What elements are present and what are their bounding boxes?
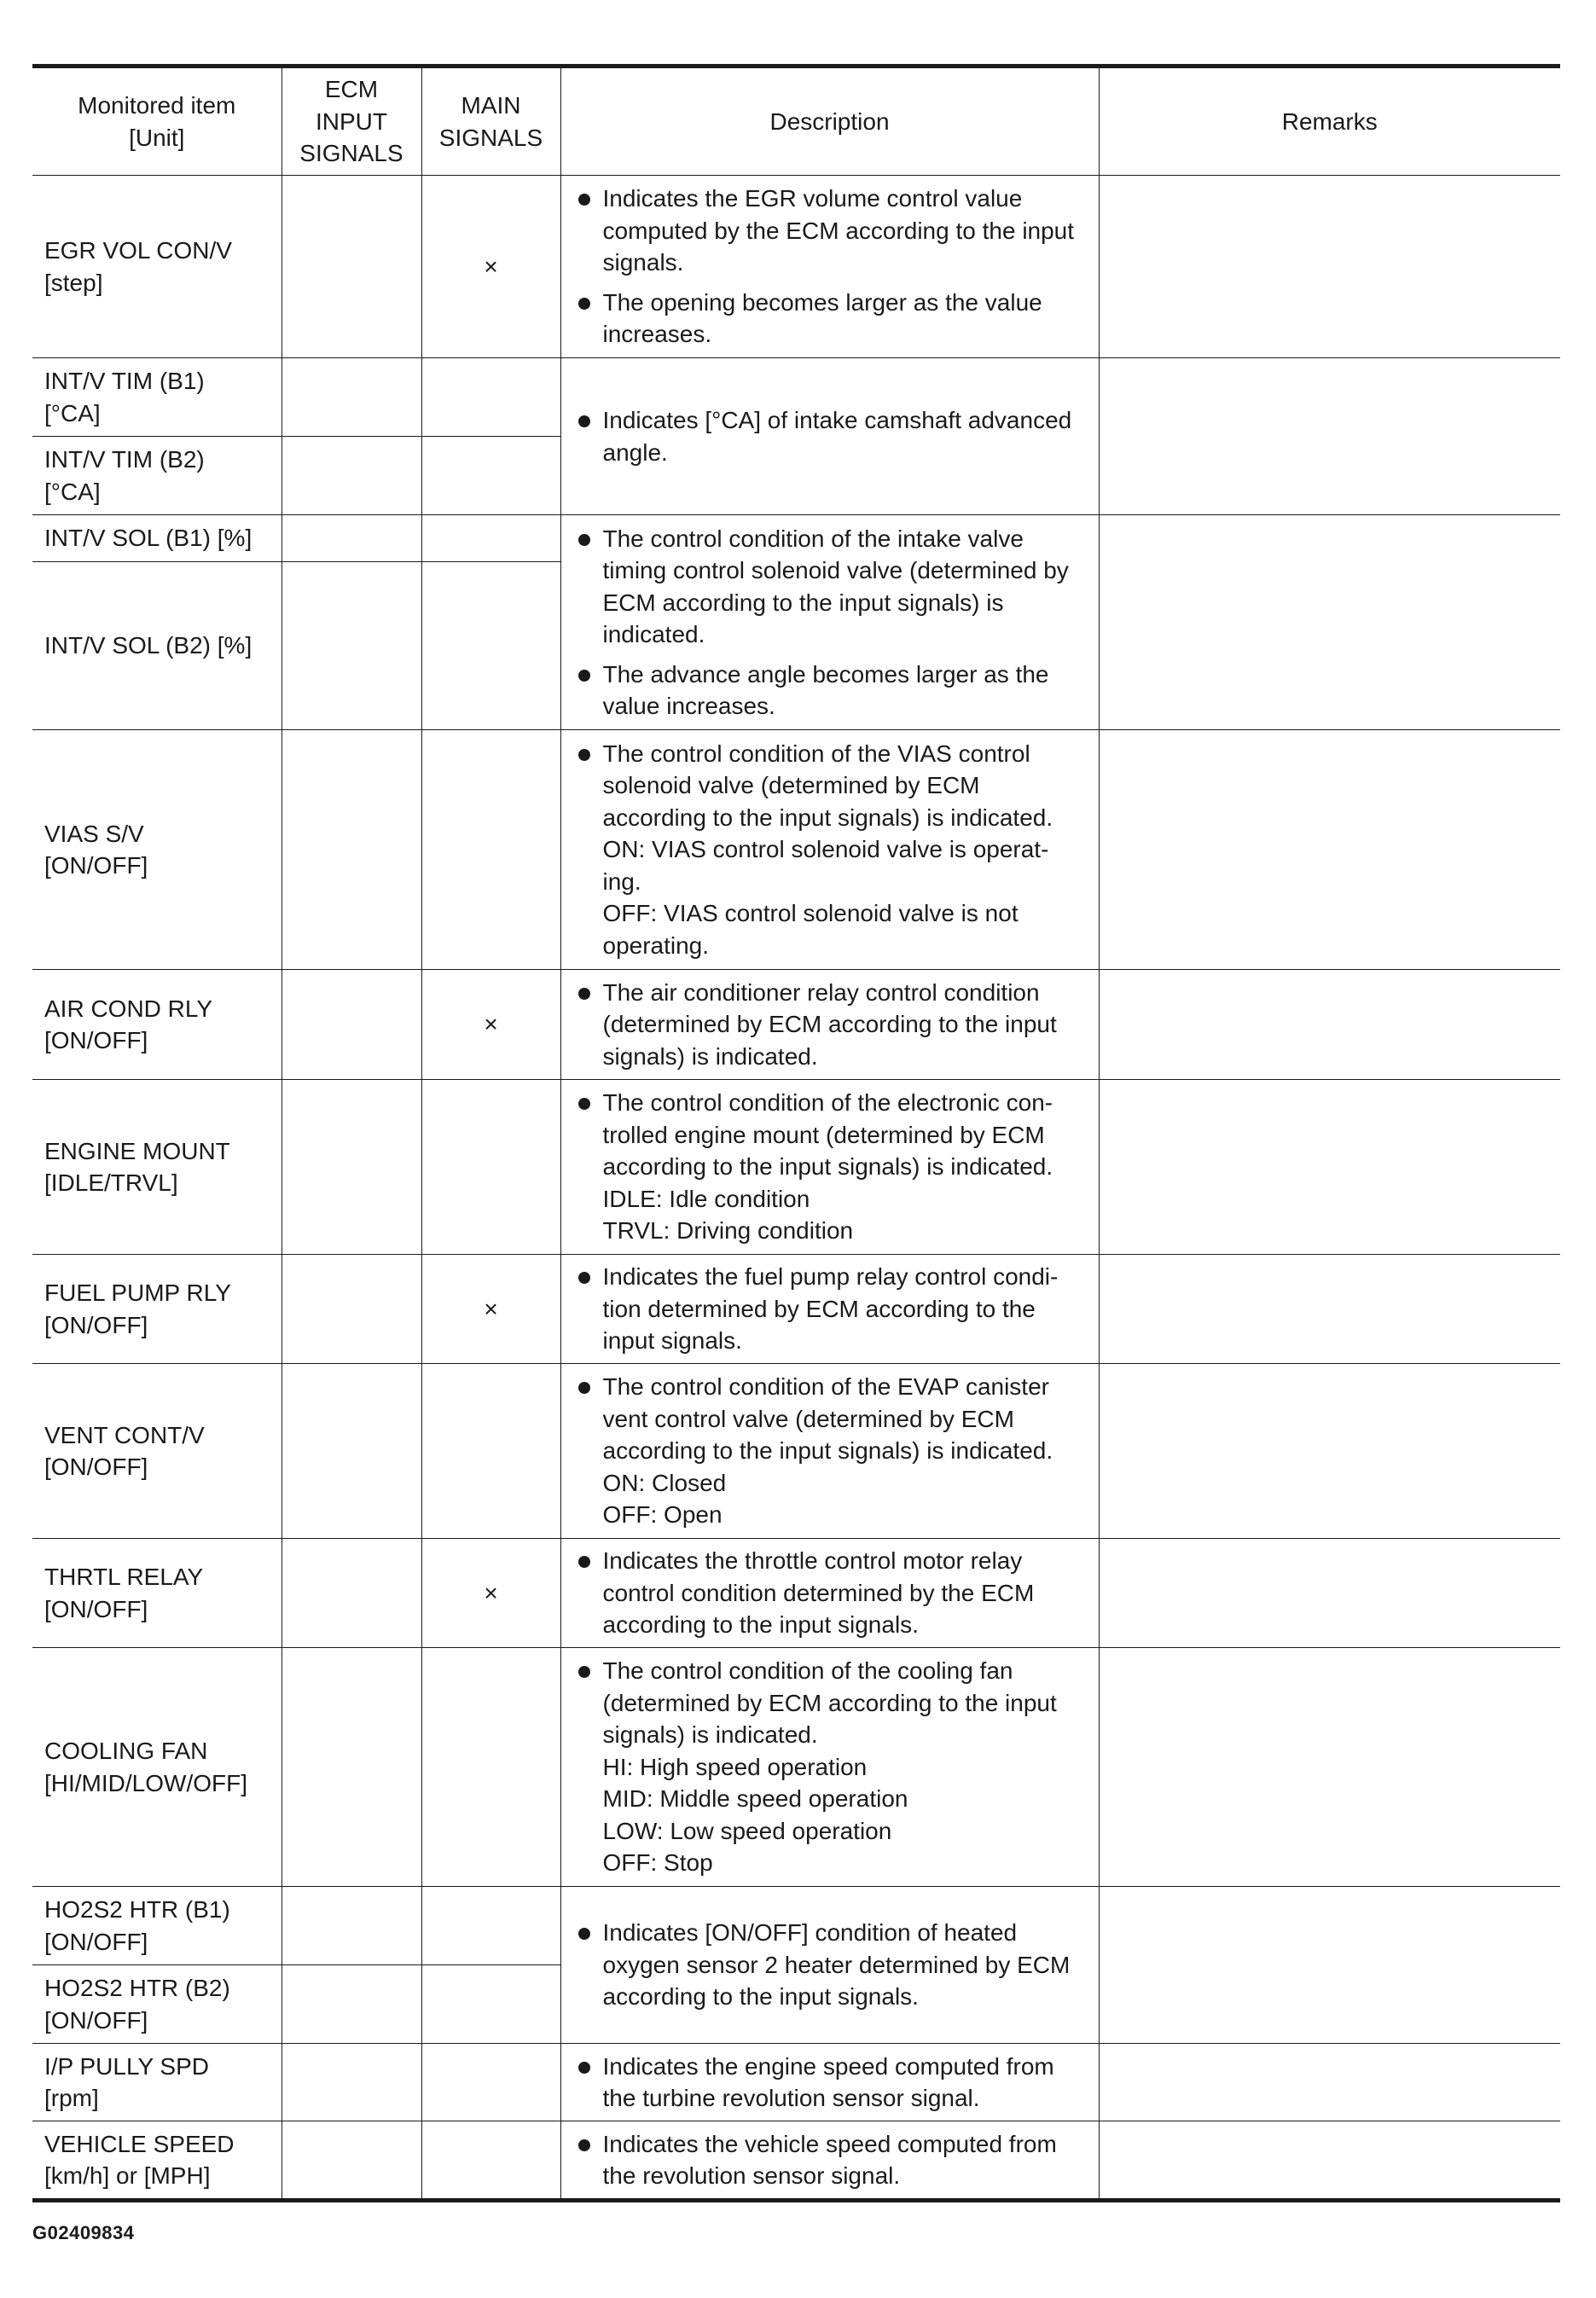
bullet-item: Indicates the throttle control motor relay control condition determined by the ECM according to the input signals.	[575, 1545, 1088, 1641]
description-cell	[560, 1887, 1099, 2044]
main-signal-cell	[421, 730, 560, 970]
item-cell: INT/V SOL (B1) [%]	[32, 515, 281, 562]
item-cell: AIR COND RLY [ON/OFF]	[32, 970, 281, 1080]
bullet-item: Indicates the EGR volume control value computed by the ECM according to the input signals.	[575, 183, 1088, 279]
ecm-input-cell	[281, 1539, 421, 1648]
remarks-cell	[1099, 1539, 1560, 1648]
ecm-input-cell	[281, 358, 421, 437]
table-row	[32, 1364, 1560, 1539]
table-row	[32, 2044, 1560, 2121]
ecm-input-cell	[281, 1080, 421, 1255]
description-cell	[560, 1648, 1099, 1887]
ecm-input-cell	[281, 1255, 421, 1364]
table-row	[32, 1887, 1560, 1965]
table-row	[32, 1080, 1560, 1255]
item-cell: I/P PULLY SPD [rpm]	[32, 2044, 281, 2121]
main-signal-mark: ×	[421, 176, 560, 358]
bullet-item: The control condition of the electronic con-trolled engine mount (determined by ECM according to the input signals) is indicated. IDLE: Idle condition TRVL: Driving condition	[575, 1087, 1088, 1247]
description-cell	[560, 358, 1099, 515]
remarks-cell	[1099, 515, 1560, 730]
ecm-input-cell	[281, 1965, 421, 2044]
ecm-input-cell	[281, 176, 421, 358]
description-cell	[560, 1539, 1099, 1648]
main-signal-cell	[421, 562, 560, 730]
header-remarks: Remarks	[1099, 67, 1560, 176]
main-signal-mark: ×	[421, 1255, 560, 1364]
state-descriptions: IDLE: Idle condition TRVL: Driving condition	[602, 1185, 854, 1245]
ecm-input-cell	[281, 2121, 421, 2201]
item-cell: THRTL RELAY [ON/OFF]	[32, 1539, 281, 1648]
main-signal-cell	[421, 1364, 560, 1539]
ecm-input-cell	[281, 515, 421, 562]
description-cell	[560, 176, 1099, 358]
bullet-item: Indicates the fuel pump relay control condi-tion determined by ECM according to the input signals.	[575, 1261, 1088, 1357]
item-cell: COOLING FAN [HI/MID/LOW/OFF]	[32, 1648, 281, 1887]
bullet-item: Indicates [°CA] of intake camshaft advanced angle.	[575, 404, 1088, 468]
main-signal-cell	[421, 2121, 560, 2201]
item-cell: INT/V TIM (B2) [°CA]	[32, 437, 281, 515]
item-cell: VEHICLE SPEED [km/h] or [MPH]	[32, 2121, 281, 2201]
main-signal-cell	[421, 1965, 560, 2044]
bullet-item: Indicates [ON/OFF] condition of heated oxygen sensor 2 heater determined by ECM according to the input signals.	[575, 1917, 1088, 2013]
figure-id: G02409834	[32, 2222, 135, 2243]
bullet-item: The control condition of the intake valve timing control solenoid valve (determined by ECM according to the input signals) is indicated.	[575, 523, 1088, 651]
header-main-signals: MAIN SIGNALS	[421, 67, 560, 176]
ecm-input-cell	[281, 1648, 421, 1887]
description-cell	[560, 970, 1099, 1080]
main-signal-cell	[421, 2044, 560, 2121]
main-signal-cell	[421, 1080, 560, 1255]
description-cell	[560, 1080, 1099, 1255]
item-cell: VENT CONT/V [ON/OFF]	[32, 1364, 281, 1539]
item-cell: INT/V TIM (B1) [°CA]	[32, 358, 281, 437]
item-cell: EGR VOL CON/V [step]	[32, 176, 281, 358]
description-cell	[560, 515, 1099, 730]
ecm-input-cell	[281, 2044, 421, 2121]
header-row	[32, 67, 1560, 176]
main-signal-cell	[421, 515, 560, 562]
ecm-input-cell	[281, 730, 421, 970]
description-cell	[560, 2044, 1099, 2121]
bullet-item: The advance angle becomes larger as the value increases.	[575, 659, 1088, 722]
remarks-cell	[1099, 358, 1560, 515]
table-row	[32, 970, 1560, 1080]
ecm-input-cell	[281, 1887, 421, 1965]
remarks-cell	[1099, 1364, 1560, 1539]
bullet-item: The air conditioner relay control condition (determined by ECM according to the input signals) is indicated.	[575, 977, 1088, 1073]
bullet-item: The opening becomes larger as the value increases.	[575, 287, 1088, 351]
item-cell: HO2S2 HTR (B2) [ON/OFF]	[32, 1965, 281, 2044]
description-cell	[560, 730, 1099, 970]
remarks-cell	[1099, 970, 1560, 1080]
main-signal-cell	[421, 1648, 560, 1887]
table-row	[32, 515, 1560, 562]
header-description: Description	[560, 67, 1099, 176]
item-cell: FUEL PUMP RLY [ON/OFF]	[32, 1255, 281, 1364]
description-cell	[560, 1255, 1099, 1364]
remarks-cell	[1099, 1648, 1560, 1887]
bullet-item: The control condition of the VIAS control solenoid valve (determined by ECM according to the input signals) is indicated. ON: VIAS control solenoid valve is operat- ing. OFF: VIAS control solenoid valve is not operating.	[575, 738, 1088, 962]
monitored-items-table	[32, 64, 1560, 2202]
table-row	[32, 730, 1560, 970]
table-row	[32, 1255, 1560, 1364]
remarks-cell	[1099, 176, 1560, 358]
table-row	[32, 1648, 1560, 1887]
remarks-cell	[1099, 2044, 1560, 2121]
description-cell	[560, 2121, 1099, 2201]
header-monitored-item: Monitored item [Unit]	[32, 67, 281, 176]
state-descriptions: ON: VIAS control solenoid valve is operat- ing. OFF: VIAS control solenoid valve is not operating.	[602, 836, 1049, 959]
table-row	[32, 2121, 1560, 2201]
bullet-item: The control condition of the EVAP canister vent control valve (determined by ECM according to the input signals) is indicated. ON: Closed OFF: Open	[575, 1371, 1088, 1531]
remarks-cell	[1099, 1080, 1560, 1255]
state-descriptions: ON: Closed OFF: Open	[602, 1469, 727, 1529]
item-cell: HO2S2 HTR (B1) [ON/OFF]	[32, 1887, 281, 1965]
bullet-item: The control condition of the cooling fan (determined by ECM according to the input signals) is indicated. HI: High speed operation MID: Middle speed operation LOW: Low speed operation OFF: Stop	[575, 1655, 1088, 1879]
remarks-cell	[1099, 730, 1560, 970]
ecm-input-cell	[281, 437, 421, 515]
bullet-item: Indicates the engine speed computed from the turbine revolution sensor signal.	[575, 2051, 1088, 2115]
remarks-cell	[1099, 2121, 1560, 2201]
ecm-input-cell	[281, 562, 421, 730]
main-signal-mark: ×	[421, 1539, 560, 1648]
main-signal-cell	[421, 1887, 560, 1965]
main-signal-cell	[421, 358, 560, 437]
table-row	[32, 1539, 1560, 1648]
item-cell: INT/V SOL (B2) [%]	[32, 562, 281, 730]
state-descriptions: HI: High speed operation MID: Middle speed operation LOW: Low speed operation OFF: Stop	[602, 1753, 908, 1877]
item-cell: ENGINE MOUNT [IDLE/TRVL]	[32, 1080, 281, 1255]
item-cell: VIAS S/V [ON/OFF]	[32, 730, 281, 970]
description-cell	[560, 1364, 1099, 1539]
remarks-cell	[1099, 1255, 1560, 1364]
header-ecm-input-signals: ECM INPUT SIGNALS	[281, 67, 421, 176]
bullet-item: Indicates the vehicle speed computed from the revolution sensor signal.	[575, 2128, 1088, 2192]
table-row	[32, 176, 1560, 358]
table-row	[32, 358, 1560, 437]
ecm-input-cell	[281, 970, 421, 1080]
ecm-input-cell	[281, 1364, 421, 1539]
main-signal-mark: ×	[421, 970, 560, 1080]
main-signal-cell	[421, 437, 560, 515]
remarks-cell	[1099, 1887, 1560, 2044]
